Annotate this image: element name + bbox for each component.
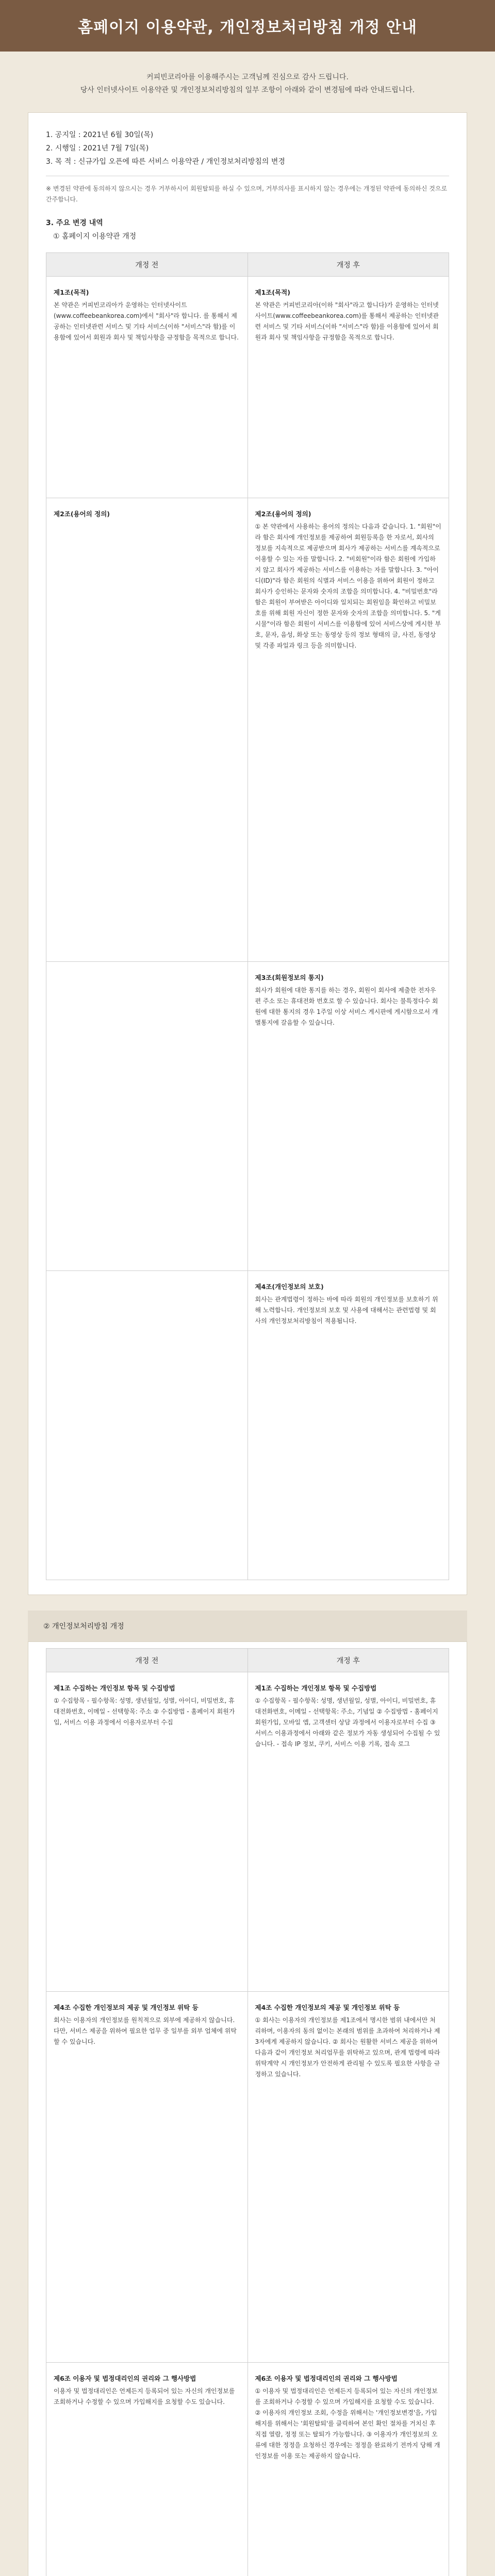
clause-text: ① 회사는 이용자의 개인정보를 제1조에서 명시한 범위 내에서만 처리하며, 이용자의 동의 없이는 본래의 범위를 초과하여 처리하거나 제3자에게 제공하지 않습니다. ② 회사는 원활한 서비스 제공을 위하여 다음과 같이 개인정보 처리업무를 위탁하고 있으며, 관계 법령에 따라 위탁계약 시 개인정보가 안전하게 관리될 수 있도록 필요한 사항을 규정하고 있습니다. — [255, 2016, 440, 2078]
privacy-box — [28, 1641, 467, 2576]
before-cell — [46, 1992, 248, 2363]
clause-title: 제4조 수집한 개인정보의 제공 및 개인정보 위탁 등 — [255, 2004, 400, 2011]
col-header-before: 개정 전 — [46, 253, 248, 277]
before-cell — [46, 1672, 248, 1992]
after-cell — [248, 1992, 449, 2363]
notice-meta — [28, 113, 467, 246]
table-row — [46, 2363, 449, 2576]
section-title: 3. 주요 변경 내역 — [46, 219, 103, 227]
clause-text: ① 수집항목 - 필수항목: 성명, 생년월일, 성별, 아이디, 비밀번호, 휴대전화번호, 이메일 - 선택항목: 주소 ② 수집방법 - 홈페이지 회원가입, 서비스 이용 과정에서 이용자로부터 수집 — [54, 1697, 235, 1726]
table-row — [46, 277, 449, 498]
privacy-compare-table — [46, 1648, 449, 2576]
intro-line: 커피빈코리아를 이용해주시는 고객님께 진심으로 감사 드립니다. — [146, 73, 349, 81]
after-cell — [248, 277, 449, 498]
after-cell — [248, 2363, 449, 2576]
clause-text: 본 약관은 커피빈코리아(이하 "회사"라고 합니다)가 운영하는 인터넷사이트(www.coffeebeankorea.com)를 통해서 제공하는 인터넷관련 서비스 및 기타 서비스(이하 "서비스"라 함)를 이용함에 있어서 회원과 회사 및 책임사항을 규정함을 목적으로 합니다. — [255, 301, 439, 341]
intro-text — [0, 52, 495, 102]
before-cell — [46, 277, 248, 498]
clause-text: 본 약관은 커피빈코리아가 운영하는 인터넷사이트(www.coffeebeankorea.com)에서 "회사"라 합니다. 를 통해서 제공하는 인터넷관련 서비스 및 기타 서비스(이하 "서비스"라 함)를 이용함에 있어서 회원과 회사 및 책임사항을 규정함을 목적으로 합니다. — [54, 301, 239, 341]
section-subtitle: ② 개인정보처리방침 개정 — [43, 1622, 124, 1631]
clause-title: 제2조(용어의 정의) — [54, 510, 110, 518]
clause-text: ① 수집항목 - 필수항목: 성명, 생년월일, 성별, 아이디, 비밀번호, 휴대전화번호, 이메일 - 선택항목: 주소, 기념일 ② 수집방법 - 홈페이지 회원가입, 모바일 앱, 고객센터 상담 과정에서 이용자로부터 수집 ③ 서비스 이용과정에서 아래와 같은 정보가 자동 생성되어 수집될 수 있습니다. - 접속 IP 정보, 쿠키, 서비스 이용 기록, 접속 로그 — [255, 1697, 440, 1748]
before-cell — [46, 962, 248, 1271]
clause-title: 제1조(목적) — [255, 289, 290, 296]
clause-title: 제2조(용어의 정의) — [255, 510, 311, 518]
clause-text: 회사가 회원에 대한 통지를 하는 경우, 회원이 회사에 제출한 전자우편 주소 또는 휴대전화 번호로 할 수 있습니다. 회사는 불특정다수 회원에 대한 통지의 경우 1주일 이상 서비스 게시판에 게시함으로서 개별통지에 갈음할 수 있습니다. — [255, 987, 438, 1026]
table-row — [46, 962, 449, 1271]
clause-title: 제3조(회원정보의 통지) — [255, 974, 324, 981]
after-cell — [248, 962, 449, 1271]
purpose: 3. 목 적 : 신규가입 오픈에 따른 서비스 이용약관 / 개인정보처리방침의 변경 — [46, 158, 285, 166]
consent-note: ※ 변경된 약관에 동의하지 않으시는 경우 거부하시어 회원탈퇴를 하실 수 있으며, 거부의사를 표시하지 않는 경우에는 개정된 약관에 동의하신 것으로 간주합니다. — [46, 185, 448, 203]
header-banner — [0, 0, 495, 52]
clause-title: 제1조 수집하는 개인정보 항목 및 수집방법 — [54, 1684, 175, 1692]
page-title: 홈페이지 이용약관, 개인정보처리방침 개정 안내 — [78, 19, 417, 37]
before-cell — [46, 1271, 248, 1580]
clause-text: 회사는 이용자의 개인정보를 원칙적으로 외부에 제공하지 않습니다. 다만, 서비스 제공을 위하여 필요한 업무 중 일부를 외부 업체에 위탁할 수 있습니다. — [54, 2016, 237, 2045]
intro-line: 당사 인터넷사이트 이용약관 및 개인정보처리방침의 일부 조항이 아래와 같이 변경됨에 따라 안내드립니다. — [80, 86, 415, 94]
before-cell — [46, 498, 248, 962]
table-row — [46, 498, 449, 962]
terms-box — [28, 112, 467, 1595]
clause-text: ① 본 약관에서 사용하는 용어의 정의는 다음과 같습니다. 1. "회원"이라 함은 회사에 개인정보를 제공하여 회원등록을 한 자로서, 회사의 정보를 지속적으로 제공받으며 회사가 제공하는 서비스를 계속적으로 이용할 수 있는 자를 말합니다. 2. "비회원"이라 함은 회원에 가입하지 않고 회사가 제공하는 서비스를 이용하는 자를 말합니다. 3. "아이디(ID)"라 함은 회원의 식별과 서비스 이용을 위하여 회원이 정하고 회사가 승인하는 문자와 숫자의 조합을 의미합니다. 4. "비밀번호"라 함은 회원이 부여받은 아이디와 일치되는 회원임을 확인하고 비밀보호를 위해 회원 자신이 정한 문자와 숫자의 조합을 의미합니다. 5. "게시물"이라 함은 회원이 서비스를 이용함에 있어 서비스상에 게시한 부호, 문자, 음성, 화상 또는 동영상 등의 정보 형태의 글, 사진, 동영상 및 각종 파일과 링크 등을 의미합니다. — [255, 523, 441, 649]
clause-title: 제4조 수집한 개인정보의 제공 및 개인정보 위탁 등 — [54, 2004, 199, 2011]
clause-title: 제1조(목적) — [54, 289, 89, 296]
clause-text: 이용자 및 법정대리인은 언제든지 등록되어 있는 자신의 개인정보를 조회하거나 수정할 수 있으며 가입해지를 요청할 수도 있습니다. — [54, 2387, 235, 2405]
clause-text: 회사는 관계법령이 정하는 바에 따라 회원의 개인정보를 보호하기 위해 노력합니다. 개인정보의 보호 및 사용에 대해서는 관련법령 및 회사의 개인정보처리방침이 적용됩니다. — [255, 1296, 438, 1325]
after-cell — [248, 498, 449, 962]
notice-date: 1. 공지일 : 2021년 6월 30일(목) — [46, 131, 154, 139]
terms-compare-table — [46, 252, 449, 1580]
section-subtitle: ① 홈페이지 이용약관 개정 — [53, 232, 137, 241]
clause-title: 제6조 이용자 및 법정대리인의 권리와 그 행사방법 — [255, 2375, 398, 2382]
col-header-after: 개정 후 — [248, 1649, 449, 1672]
table-row — [46, 1271, 449, 1580]
after-cell — [248, 1672, 449, 1992]
clause-text: ① 이용자 및 법정대리인은 언제든지 등록되어 있는 자신의 개인정보를 조회하거나 수정할 수 있으며 가입해지를 요청할 수도 있습니다. ② 이용자의 개인정보 조회, 수정을 위해서는 '개인정보변경'을, 가입해지를 위해서는 '회원탈퇴'를 클릭하여 본인 확인 절차를 거치신 후 직접 열람, 정정 또는 탈퇴가 가능합니다. ③ 이용자가 개인정보의 오류에 대한 정정을 요청하신 경우에는 정정을 완료하기 전까지 당해 개인정보를 이용 또는 제공하지 않습니다. — [255, 2387, 440, 2460]
clause-title: 제1조 수집하는 개인정보 항목 및 수집방법 — [255, 1684, 377, 1692]
clause-title: 제6조 이용자 및 법정대리인의 권리와 그 행사방법 — [54, 2375, 196, 2382]
before-cell — [46, 2363, 248, 2576]
privacy-section-band — [28, 1611, 467, 1641]
col-header-after: 개정 후 — [248, 253, 449, 277]
after-cell — [248, 1271, 449, 1580]
clause-title: 제4조(개인정보의 보호) — [255, 1283, 324, 1291]
col-header-before: 개정 전 — [46, 1649, 248, 1672]
effective-date: 2. 시행일 : 2021년 7월 7일(목) — [46, 144, 149, 152]
table-row — [46, 1672, 449, 1992]
table-row — [46, 1992, 449, 2363]
